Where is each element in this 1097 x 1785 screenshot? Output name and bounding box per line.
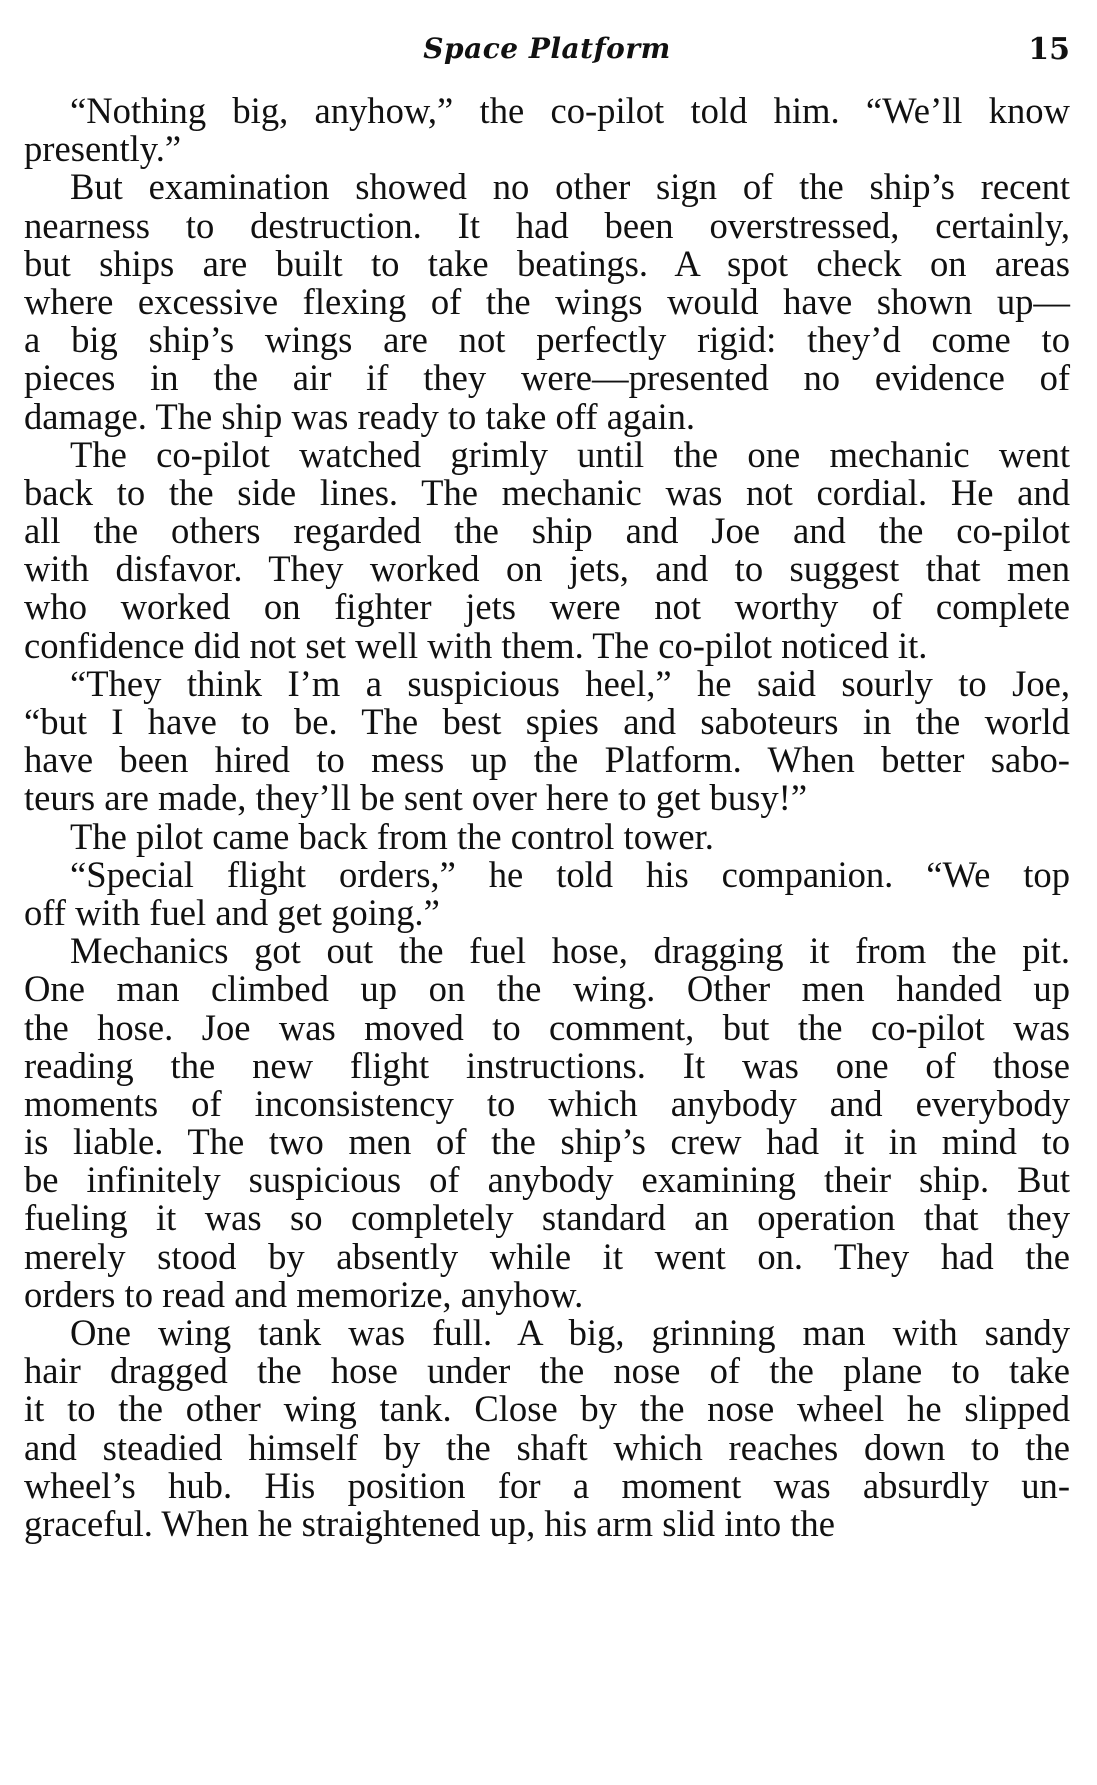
- paragraph: [24, 1314, 1070, 1543]
- text-line: The co-pilot watched grimly until the one mechanic went: [70, 433, 1071, 475]
- text-line: “Nothing big, anyhow,” the co-pilot told him. “We’ll know: [70, 90, 1070, 131]
- text-line: a big ship’s wings are not perfectly rigid: they’d come to: [24, 319, 1071, 361]
- text-line: moments of inconsistency to which anybody and everybody: [24, 1082, 1071, 1124]
- text-line: graceful. When he straightened up, his arm slid into the: [24, 1502, 835, 1544]
- text-line: Mechanics got out the fuel hose, dragging it from the pit.: [70, 930, 1071, 972]
- text-line: where excessive flexing of the wings would have shown up—: [24, 280, 1071, 322]
- text-line: reading the new flight instructions. It was one of those: [24, 1044, 1070, 1086]
- paragraph: [24, 932, 1070, 1314]
- text-line: presently.”: [24, 128, 182, 170]
- text-line: But examination showed no other sign of the ship’s recent: [70, 166, 1071, 208]
- text-line: back to the side lines. The mechanic was not cordial. He and: [24, 471, 1070, 513]
- text-line: hair dragged the hose under the nose of the plane to take: [24, 1350, 1070, 1392]
- text-line: confidence did not set well with them. The co-pilot noticed it.: [24, 624, 928, 666]
- text-line: it to the other wing tank. Close by the nose wheel he slipped: [24, 1388, 1070, 1430]
- running-head: [24, 32, 1070, 72]
- text-line: have been hired to mess up the Platform. When better sabo-: [24, 739, 1070, 781]
- text-line: One wing tank was full. A big, grinning man with sandy: [70, 1312, 1070, 1353]
- paragraph: [24, 92, 1070, 168]
- text-line: the hose. Joe was moved to comment, but the co-pilot was: [24, 1006, 1071, 1048]
- body-text: [24, 92, 1070, 1543]
- text-line: off with fuel and get going.”: [24, 891, 440, 933]
- text-line: all the others regarded the ship and Joe and the co-pilot: [24, 510, 1071, 552]
- text-line: but ships are built to take beatings. A spot check on areas: [24, 242, 1070, 284]
- text-line: orders to read and memorize, anyhow.: [24, 1273, 584, 1315]
- paragraph: [24, 433, 1071, 666]
- paragraph: [24, 815, 1070, 857]
- text-line: nearness to destruction. It had been overstressed, certainly,: [24, 204, 1070, 246]
- text-line: merely stood by absently while it went on. They had the: [24, 1235, 1070, 1277]
- text-line: The pilot came back from the control tower.: [70, 815, 714, 857]
- text-line: teurs are made, they’ll be sent over here to get busy!”: [24, 777, 808, 819]
- text-line: wheel’s hub. His position for a moment was absurdly un-: [24, 1464, 1071, 1506]
- text-line: fueling it was so completely standard an operation that they: [24, 1197, 1070, 1239]
- page-number: 15: [1028, 32, 1070, 67]
- text-line: pieces in the air if they were—presented no evidence of: [24, 357, 1071, 399]
- text-line: is liable. The two men of the ship’s crew had it in mind to: [24, 1121, 1071, 1163]
- text-line: who worked on fighter jets were not worthy of complete: [24, 586, 1070, 628]
- paragraph: [24, 168, 1070, 435]
- running-title: Space Platform: [423, 32, 671, 65]
- paragraph: [24, 662, 1071, 819]
- text-line: damage. The ship was ready to take off again.: [24, 395, 696, 437]
- text-line: “They think I’m a suspicious heel,” he said sourly to Joe,: [70, 662, 1071, 704]
- text-line: with disfavor. They worked on jets, and to suggest that men: [24, 548, 1070, 590]
- text-line: One man climbed up on the wing. Other men handed up: [24, 968, 1070, 1010]
- text-line: “but I have to be. The best spies and saboteurs in the world: [24, 701, 1070, 742]
- text-line: and steadied himself by the shaft which reaches down to the: [24, 1426, 1070, 1468]
- paragraph: [24, 853, 1071, 933]
- text-line: be infinitely suspicious of anybody examining their ship. But: [24, 1159, 1070, 1201]
- text-line: “Special flight orders,” he told his companion. “We top: [70, 853, 1071, 895]
